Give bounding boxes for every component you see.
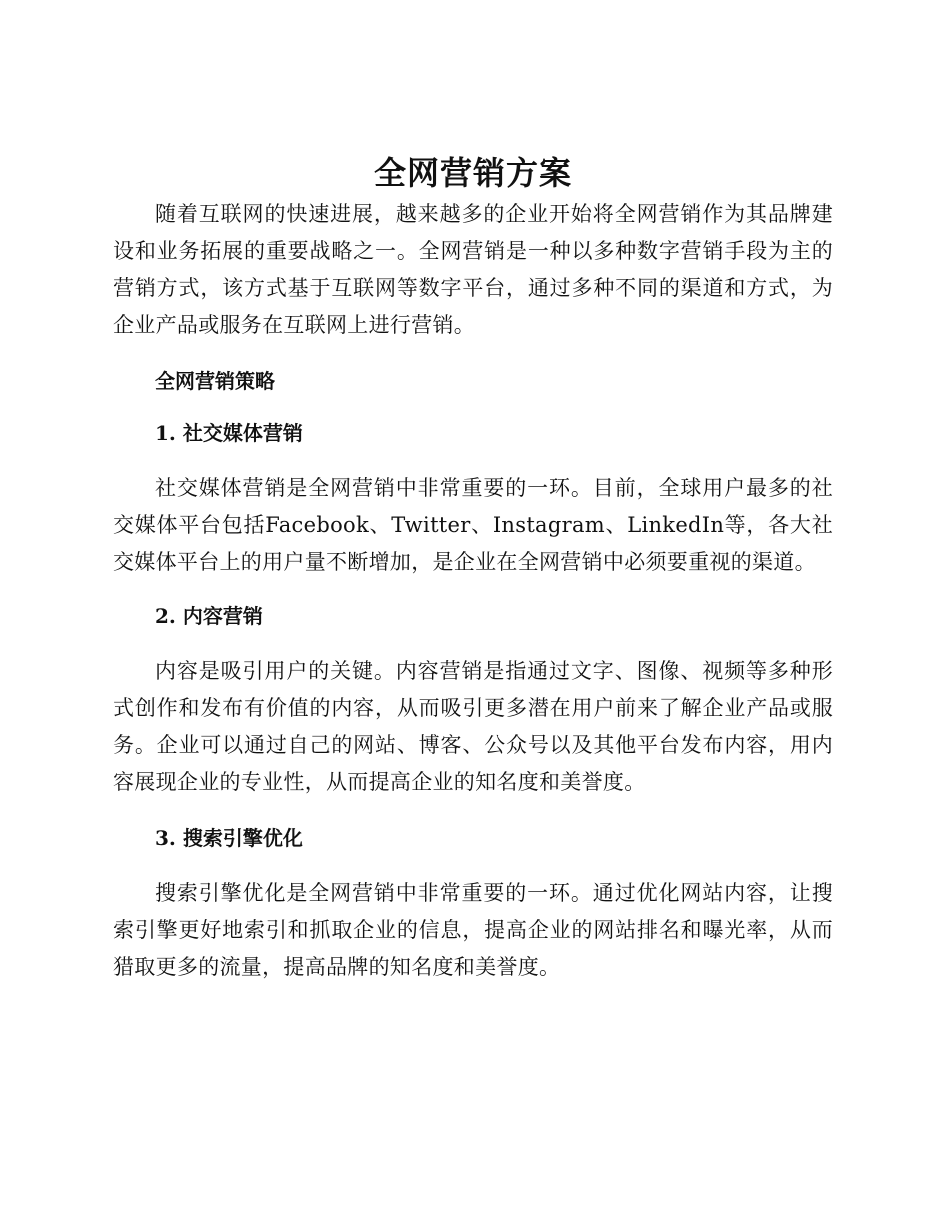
- section-heading-seo: 3. 搜索引擎优化: [155, 826, 303, 850]
- section-heading-content: 2. 内容营销: [155, 604, 263, 628]
- section-heading-social-media: 1. 社交媒体营销: [155, 421, 303, 445]
- intro-paragraph: 随着互联网的快速进展，越来越多的企业开始将全网营销作为其品牌建设和业务拓展的重要战略之一。全网营销是一种以多种数字营销手段为主的营销方式，该方式基于互联网等数字平台，通过多种不同的渠道和方式，为企业产品或服务在互联网上进行营销。: [113, 202, 833, 337]
- section-body-social-media: 社交媒体营销是全网营销中非常重要的一环。目前，全球用户最多的社交媒体平台包括Facebook、Twitter、Instagram、LinkedIn等，各大社交媒体平台上的用户量不断增加，是企业在全网营销中必须要重视的渠道。: [113, 476, 833, 574]
- section-body-content: 内容是吸引用户的关键。内容营销是指通过文字、图像、视频等多种形式创作和发布有价值的内容，从而吸引更多潜在用户前来了解企业产品或服务。企业可以通过自己的网站、博客、公众号以及其他平台发布内容，用内容展现企业的专业性，从而提高企业的知名度和美誉度。: [113, 659, 833, 794]
- section-body-seo: 搜索引擎优化是全网营销中非常重要的一环。通过优化网站内容，让搜索引擎更好地索引和抓取企业的信息，提高企业的网站排名和曝光率，从而猎取更多的流量，提高品牌的知名度和美誉度。: [113, 881, 833, 979]
- document-page: [113, 150, 833, 986]
- strategy-heading: 全网营销策略: [155, 369, 275, 393]
- document-title: 全网营销方案: [373, 154, 572, 192]
